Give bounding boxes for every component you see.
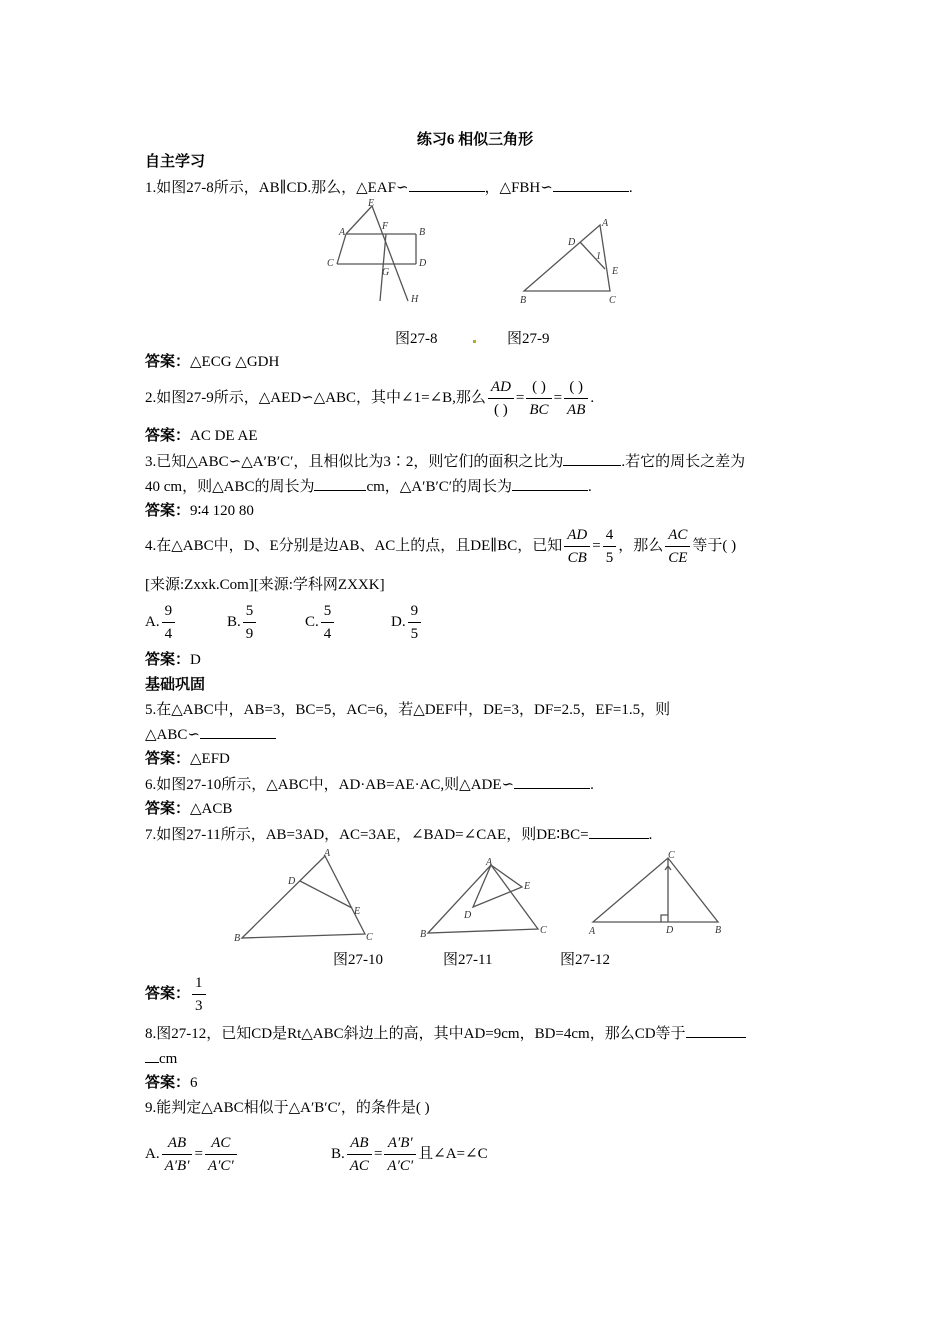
- figure-27-8: [322, 198, 432, 308]
- q6-text-b: .: [590, 777, 594, 793]
- q8-text: 8.图27-12，已知CD是Rt△ABC斜边上的高，其中AD=9cm，BD=4cm，那么CD等于: [145, 1026, 686, 1042]
- ink-dot: [473, 340, 476, 343]
- q5-text: △ABC∽: [145, 727, 200, 743]
- q3-blank-2: [314, 476, 366, 491]
- q3-text-c: 40 cm，则△ABC的周长为: [145, 479, 315, 495]
- fig1-label-f: F: [382, 221, 389, 232]
- q4-text-a: 4.在△ABC中，D、E分别是边AB、AC上的点，且DE∥BC，已知: [145, 538, 563, 554]
- q3-answer: [145, 501, 254, 521]
- question-9: 9.能判定△ABC相似于△A′B′C′，的条件是( ): [145, 1100, 430, 1116]
- q4-answer-value: D: [190, 652, 201, 668]
- q7-answer-fraction: $\frac{1}{3}$: [192, 972, 206, 1017]
- q8-answer-value: 6: [190, 1075, 198, 1091]
- q6-answer-value: △ACB: [190, 801, 233, 817]
- fig1-label-a: A: [339, 227, 346, 238]
- q4-frac-ad-cb: $\frac{AD}{CB}$: [564, 524, 590, 569]
- q1-text-c: .: [628, 180, 633, 196]
- q2-answer: [145, 426, 258, 446]
- fig5-label-c: C: [668, 850, 675, 861]
- q4-option-b[interactable]: B. $\frac{5}{9}$: [227, 598, 305, 646]
- q3-answer-value: 9∶4 120 80: [190, 503, 254, 519]
- q3-text-a: 3.已知△ABC∽△A′B′C′，且相似比为3∶2，则它们的面积之比为: [145, 454, 564, 470]
- q4-answer: [145, 650, 201, 670]
- fig1-label-g: G: [382, 267, 390, 278]
- q7-text-b: .: [648, 827, 653, 843]
- q5-blank: [200, 724, 276, 739]
- figure-27-9: [512, 215, 627, 305]
- caption-27-11: 图27-11: [443, 952, 493, 968]
- q4-text-b: ，那么: [618, 538, 664, 554]
- figure-27-11: [418, 855, 558, 940]
- fig4-label-c: C: [540, 925, 547, 936]
- q1-blank-1: [409, 177, 485, 192]
- q4-option-c[interactable]: C. $\frac{5}{4}$: [305, 598, 391, 646]
- q6-blank: [514, 774, 590, 789]
- q8-answer: [145, 1073, 198, 1093]
- question-3-line-2: [145, 476, 592, 497]
- fig5-label-d: D: [666, 925, 674, 936]
- question-8-line-2: [145, 1048, 177, 1069]
- q4-frac-ac-ce: $\frac{AC}{CE}$: [665, 524, 690, 569]
- q6-answer-label: 答案：: [145, 801, 191, 817]
- q1-answer: [145, 352, 279, 372]
- q3-blank-1: [563, 451, 621, 466]
- q2-text: 2.如图27-9所示，△AED∽△ABC，其中∠1=∠B,那么: [145, 390, 486, 406]
- fig5-label-a: A: [589, 926, 596, 937]
- caption-27-9: 图27-9: [507, 331, 550, 347]
- fig3-label-c: C: [366, 932, 373, 943]
- q8-unit: cm: [159, 1051, 178, 1067]
- q6-text-a: 6.如图27-10所示，△ABC中，AD·AB=AE·AC,则△ADE∽: [145, 777, 515, 793]
- q5-answer-label: 答案：: [145, 751, 191, 767]
- q1-text-b: ，△FBH∽: [484, 180, 553, 196]
- q4-frac-4-5: $\frac{4}{5}$: [603, 524, 617, 569]
- fig2-label-d: D: [568, 237, 576, 248]
- q3-text-e: .: [588, 479, 592, 495]
- q2-answer-label: 答案：: [145, 428, 191, 444]
- q4-eq: =: [592, 538, 601, 554]
- caption-27-10: 图27-10: [333, 952, 383, 968]
- question-8-line-1: [145, 1023, 746, 1044]
- fig4-label-b: B: [420, 929, 427, 940]
- question-5-line-2: [145, 724, 276, 745]
- caption-27-12: 图27-12: [560, 952, 610, 968]
- q5-answer: [145, 749, 230, 769]
- fig1-label-c: C: [327, 258, 334, 269]
- q3-text-b: .若它的周长之差为: [621, 454, 746, 470]
- fig3-label-d: D: [288, 876, 296, 887]
- page-title: 练习6 相似三角形: [416, 132, 534, 148]
- q7-blank: [589, 824, 649, 839]
- q3-blank-3: [512, 476, 588, 491]
- fig3-label-a: A: [324, 848, 331, 859]
- q9-options: [145, 1130, 488, 1178]
- question-2: [145, 374, 594, 422]
- fig1-label-e: E: [368, 198, 375, 209]
- fig2-label-1: 1: [596, 251, 601, 262]
- fig4-label-e: E: [524, 881, 531, 892]
- q7-text-a: 7.如图27-11所示，AB=3AD，AC=3AE，∠BAD=∠CAE，则DE∶BC=: [145, 827, 589, 843]
- q3-text-d: cm，△A′B′C′的周长为: [366, 479, 513, 495]
- fig3-label-b: B: [234, 933, 241, 944]
- q4-answer-label: 答案：: [145, 652, 191, 668]
- q5-answer-value: △EFD: [190, 751, 230, 767]
- q1-answer-value: △ECG △GDH: [190, 354, 280, 370]
- q4-options: [145, 598, 423, 646]
- figure-27-12: [585, 848, 725, 938]
- q7-answer-label: 答案：: [145, 986, 191, 1002]
- q9-option-a[interactable]: A. $\frac{AB}{A'B'}$ = $\frac{AC}{A'C'}$: [145, 1130, 331, 1178]
- q1-answer-label: 答案：: [145, 354, 191, 370]
- q7-answer: [145, 970, 208, 1018]
- caption-27-8: 图27-8: [395, 331, 438, 347]
- q2-frac-2: $\frac{( )}{BC}$: [526, 376, 551, 421]
- fig2-label-c: C: [609, 295, 616, 305]
- q3-answer-label: 答案：: [145, 503, 191, 519]
- q2-answer-value: AC DE AE: [190, 428, 258, 444]
- section-heading-self-study: 自主学习: [145, 154, 206, 170]
- fig5-label-b: B: [715, 925, 722, 936]
- question-6: [145, 774, 594, 795]
- figure-27-10: [232, 848, 377, 945]
- q8-blank-2: [145, 1048, 159, 1063]
- q4-source: [来源:Zxxk.Com][来源:学科网ZXXK]: [145, 577, 385, 593]
- q9-option-b[interactable]: B. $\frac{AB}{AC}$ = $\frac{A'B'}{A'C'}$ 且∠A=∠C: [331, 1146, 488, 1162]
- fig2-label-b: B: [520, 295, 527, 305]
- q2-eq-2: =: [553, 390, 563, 406]
- fig4-label-d: D: [464, 910, 472, 921]
- q1-text-a: 1.如图27-8所示，AB∥CD.那么，△EAF∽: [145, 180, 409, 196]
- section-heading-consolidation: 基础巩固: [145, 677, 206, 693]
- question-1: [145, 177, 633, 198]
- q4-option-a[interactable]: A. $\frac{9}{4}$: [145, 598, 227, 646]
- q2-frac-1: $\frac{AD}{( )}$: [488, 376, 514, 421]
- q2-eq-1: =: [515, 390, 525, 406]
- fig1-label-b: B: [419, 227, 426, 238]
- fig2-label-e: E: [612, 266, 619, 277]
- fig3-label-e: E: [354, 906, 361, 917]
- q4-text-c: 等于( ): [692, 538, 737, 554]
- fig2-label-a: A: [602, 218, 609, 229]
- question-5-line-1: 5.在△ABC中，AB=3，BC=5，AC=6，若△DEF中，DE=3，DF=2.5，EF=1.5，则: [145, 702, 671, 718]
- fig1-label-d: D: [419, 258, 427, 269]
- fig1-label-h: H: [411, 294, 419, 305]
- q1-blank-2: [553, 177, 629, 192]
- q8-blank-1: [686, 1023, 746, 1038]
- q2-frac-3: $\frac{( )}{AB}$: [564, 376, 588, 421]
- question-7: [145, 824, 652, 845]
- q8-answer-label: 答案：: [145, 1075, 191, 1091]
- question-4: [145, 522, 736, 570]
- q2-end: .: [590, 390, 595, 406]
- q4-option-d[interactable]: D. $\frac{9}{5}$: [391, 614, 423, 630]
- question-3-line-1: [145, 451, 745, 472]
- fig4-label-a: A: [486, 857, 493, 868]
- q6-answer: [145, 799, 232, 819]
